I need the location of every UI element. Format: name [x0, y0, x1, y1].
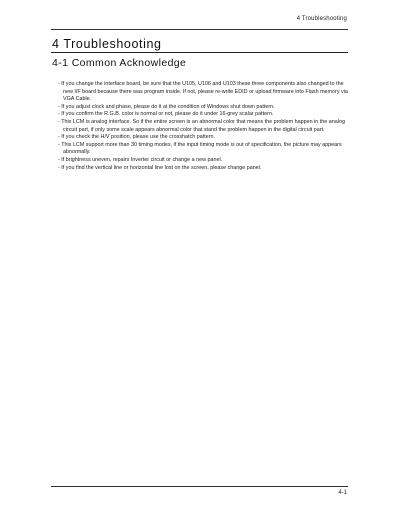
running-header: 4 Troubleshooting — [296, 16, 347, 22]
list-item: - If you change the interface board, be sure that the U105, U106 and U103 these three components also changed to the new I/F board because there was program inside. If not, please re-write EDID or upload firmware into Flash memory via VGA Cable. — [58, 81, 348, 103]
chapter-title: 4 Troubleshooting — [52, 37, 162, 51]
acknowledge-list — [58, 81, 348, 172]
footer-rule — [51, 486, 348, 487]
list-item: - If brightness uneven, repairs Inverter circuit or change a new panel. — [58, 156, 223, 163]
list-item: - If you adjust clock and phase, please do it at the condition of Windows shut down pattern. — [58, 103, 275, 110]
page-number: 4-1 — [338, 490, 347, 496]
list-item: - This LCM is analog interface. So if the entire screen is an abnormal color that means the problem happen in the analog circuit part, if only some scale appears abnormal color that stand the problem happen in the digital circuit part. — [58, 118, 345, 133]
list-item: - If you confirm the R.G.B. color is normal or not, please do it under 16-grey scalar pattern. — [58, 111, 274, 118]
section-title: 4-1 Common Acknowledge — [52, 57, 187, 69]
list-item: - This LCM support more than 30 timing modes, if the input timing mode is out of specification, the picture may appears abnormally. — [58, 141, 342, 156]
list-item: - If you check the H/V position, please use the crosshatch pattern. — [58, 134, 216, 141]
header-rule — [51, 29, 348, 30]
chapter-rule — [51, 52, 348, 53]
list-item: - If you find the vertical line or horizontal line lost on the screen, please change panel. — [58, 164, 262, 171]
